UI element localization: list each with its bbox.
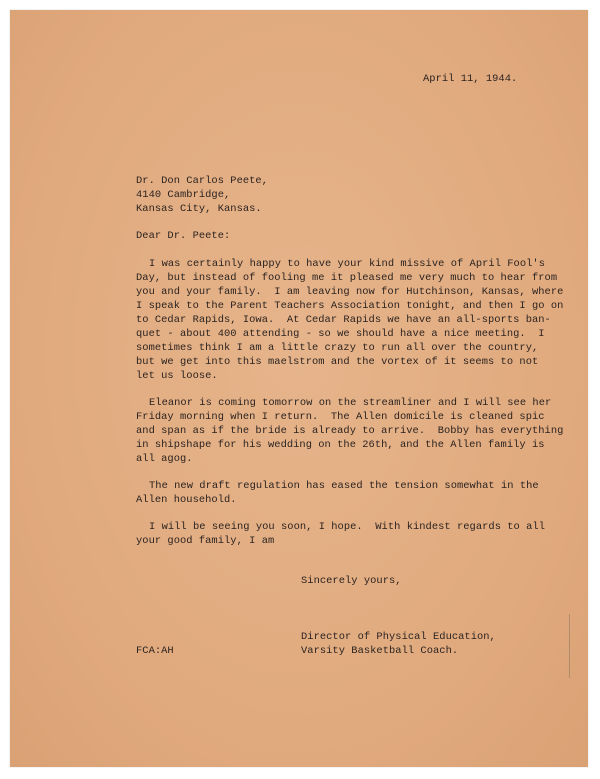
body-line: sometimes think I am a little crazy to run all over the country,: [136, 342, 539, 354]
recipient-city: Kansas City, Kansas.: [136, 203, 262, 215]
body-line: I will be seeing you soon, I hope. With kindest regards to all: [149, 521, 545, 533]
margin-mark: [569, 614, 570, 678]
body-line: The new draft regulation has eased the tension somewhat in the: [149, 480, 539, 492]
body-line: Friday morning when I return. The Allen domicile is cleaned spic: [136, 411, 545, 423]
body-line: and span as if the bride is already to arrive. Bobby has everything: [136, 425, 564, 437]
salutation: Dear Dr. Peete:: [136, 230, 231, 242]
body-line: but we get into this maelstrom and the vortex of it seems to not: [136, 356, 539, 368]
signature-title: Varsity Basketball Coach.: [301, 645, 459, 657]
body-line: Day, but instead of fooling me it pleased me very much to hear from: [136, 272, 558, 284]
body-line: all agog.: [136, 453, 193, 465]
body-line: I speak to the Parent Teachers Association tonight, and then I go on: [136, 300, 564, 312]
body-line: you and your family. I am leaving now for Hutchinson, Kansas, where: [136, 286, 564, 298]
body-line: let us loose.: [136, 370, 218, 382]
body-line: I was certainly happy to have your kind missive of April Fool's: [149, 258, 545, 270]
body-line: quet - about 400 attending - so we should have a nice meeting. I: [136, 328, 545, 340]
recipient-street: 4140 Cambridge,: [136, 189, 231, 201]
body-line: Allen household.: [136, 494, 237, 506]
body-line: Eleanor is coming tomorrow on the streamliner and I will see her: [149, 397, 552, 409]
body-line: your good family, I am: [136, 535, 275, 547]
letter-date: April 11, 1944.: [423, 73, 518, 85]
recipient-name: Dr. Don Carlos Peete,: [136, 175, 268, 187]
closing: Sincerely yours,: [301, 575, 402, 587]
letter-page: [10, 10, 588, 767]
typist-initials: FCA:AH: [136, 645, 174, 657]
signature-title: Director of Physical Education,: [301, 631, 496, 643]
body-line: in shipshape for his wedding on the 26th, and the Allen family is: [136, 439, 545, 451]
body-line: to Cedar Rapids, Iowa. At Cedar Rapids we have an all-sports ban-: [136, 314, 551, 326]
